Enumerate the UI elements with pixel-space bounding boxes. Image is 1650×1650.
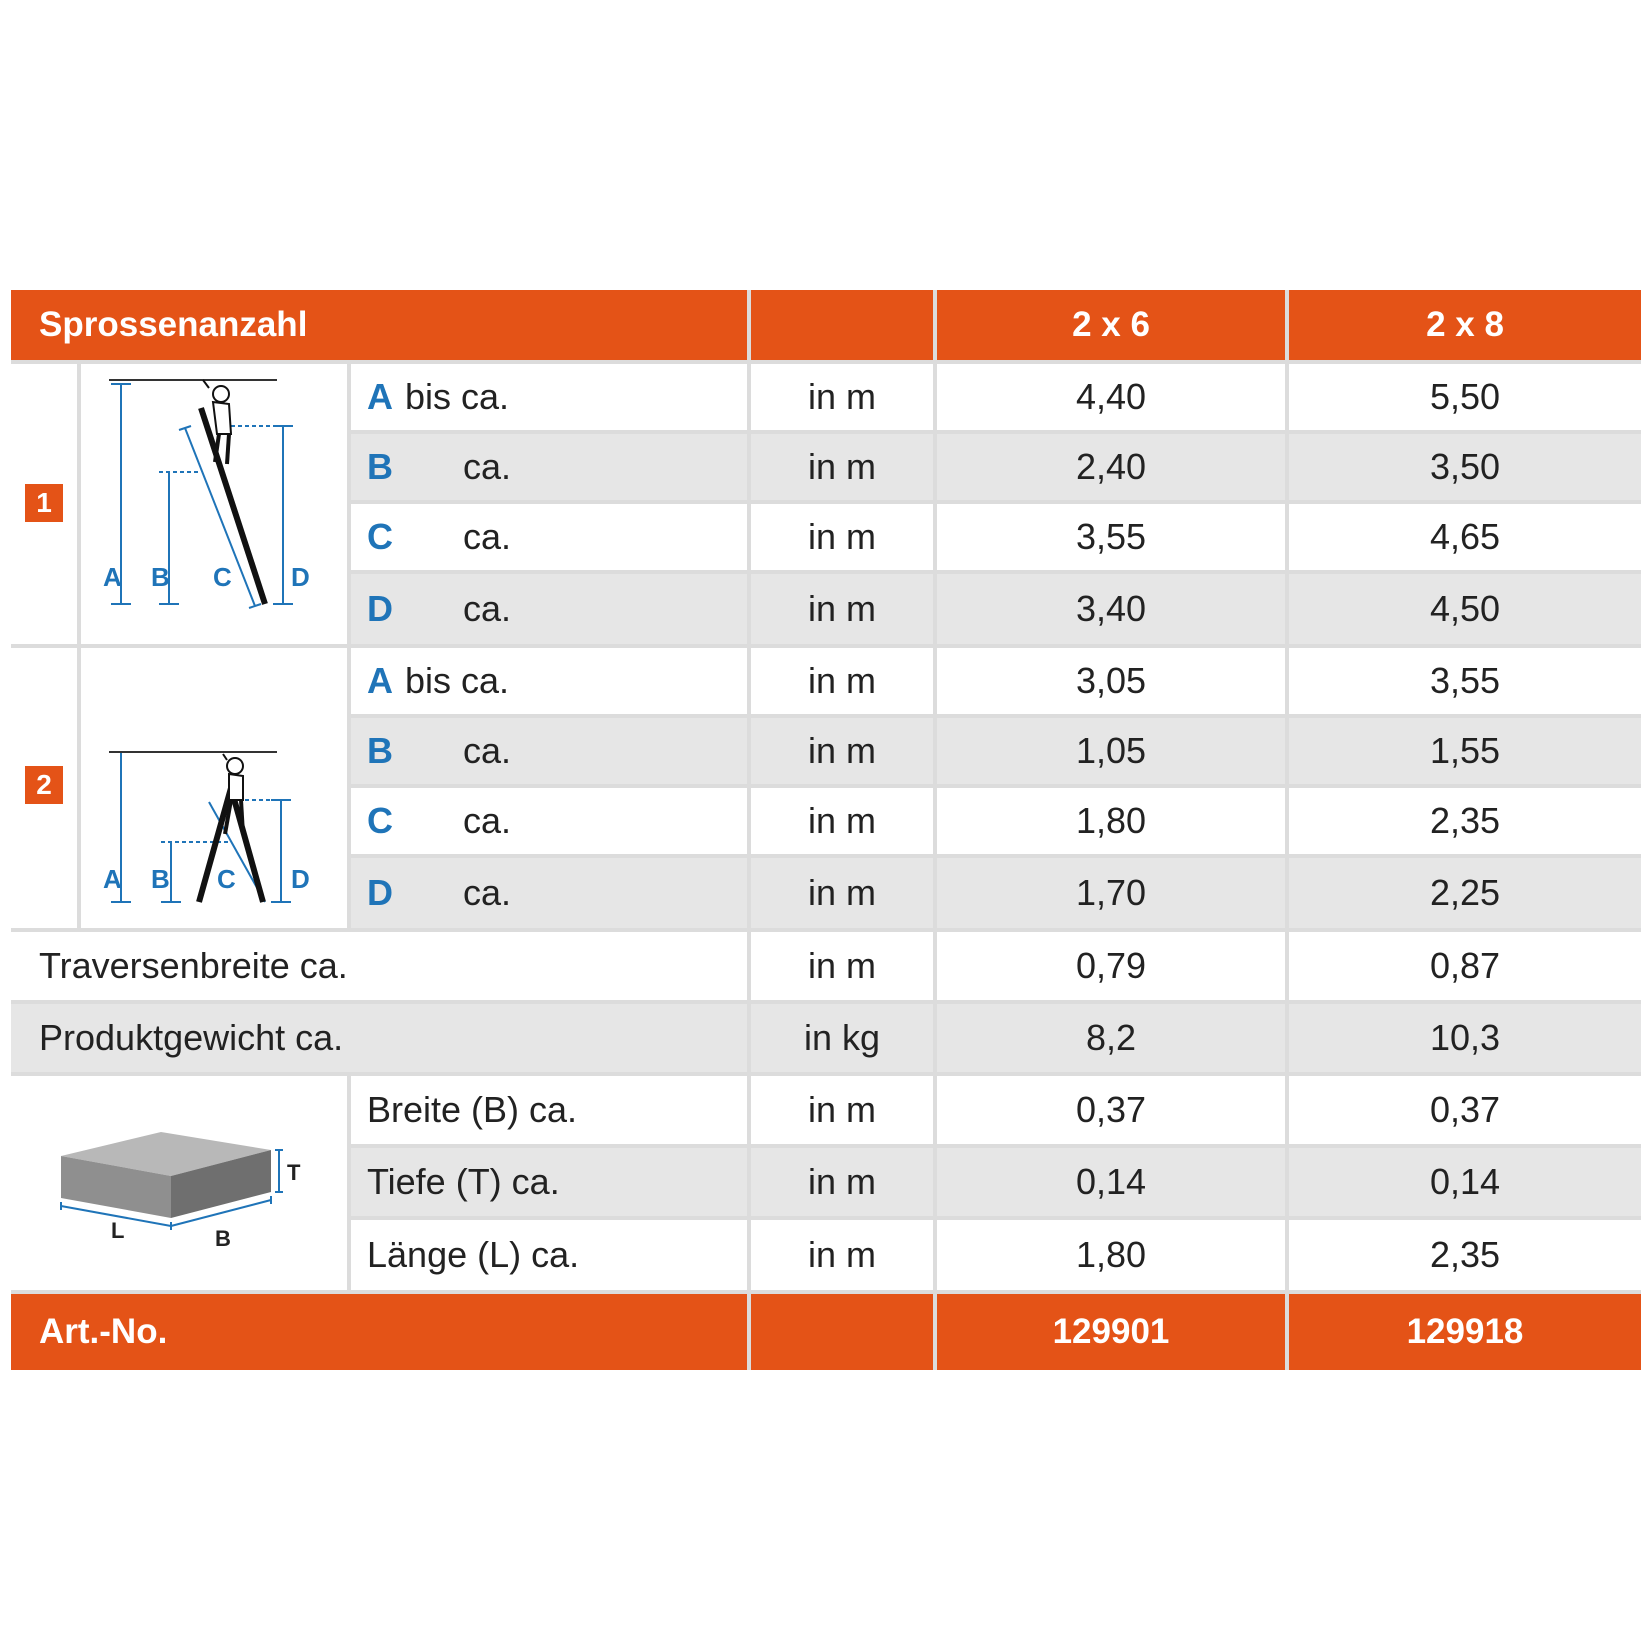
package-label-b: B bbox=[215, 1226, 231, 1251]
table-row-value-2: 5,50 bbox=[1289, 364, 1641, 430]
table-row-label: Länge (L) ca. bbox=[351, 1220, 747, 1290]
table-row-label: B ca. bbox=[351, 434, 747, 500]
header-title: Sprossenanzahl bbox=[11, 290, 747, 360]
table-row-value-1: 0,79 bbox=[937, 932, 1285, 1000]
table-row-unit: in m bbox=[751, 718, 933, 784]
diagram-label-a: A bbox=[103, 864, 122, 894]
section-badge: 1 bbox=[25, 484, 63, 522]
footer-label: Art.-No. bbox=[11, 1294, 747, 1370]
section-2-diagram-cell bbox=[81, 648, 347, 928]
section-1-badge-cell bbox=[11, 364, 77, 644]
table-row-value-1: 0,14 bbox=[937, 1148, 1285, 1216]
produktgewicht-label: Produktgewicht ca. bbox=[11, 1004, 747, 1072]
table-row-value-1: 1,80 bbox=[937, 788, 1285, 854]
diagram-label-a: A bbox=[103, 562, 122, 592]
table-row-value-2: 2,25 bbox=[1289, 858, 1641, 928]
table-row-value-2: 4,65 bbox=[1289, 504, 1641, 570]
article-number-1: 129901 bbox=[937, 1294, 1285, 1370]
table-row-label: Breite (B) ca. bbox=[351, 1076, 747, 1144]
traversenbreite-label: Traversenbreite ca. bbox=[11, 932, 747, 1000]
table-row-unit: in m bbox=[751, 858, 933, 928]
spec-table bbox=[11, 290, 1641, 1370]
article-number-2: 129918 bbox=[1289, 1294, 1641, 1370]
table-row-value-2: 0,14 bbox=[1289, 1148, 1641, 1216]
section-1-diagram-cell bbox=[81, 364, 347, 644]
table-row-value-2: 2,35 bbox=[1289, 788, 1641, 854]
header-col-2: 2 x 8 bbox=[1289, 290, 1641, 360]
package-box-icon bbox=[11, 1076, 347, 1290]
header-unit bbox=[751, 290, 933, 360]
table-row-label: A bis ca. bbox=[351, 364, 747, 430]
diagram-label-c: C bbox=[213, 562, 232, 592]
table-row-label: C ca. bbox=[351, 504, 747, 570]
table-row-value-1: 3,55 bbox=[937, 504, 1285, 570]
table-row-value-2: 4,50 bbox=[1289, 574, 1641, 644]
table-row-value-2: 10,3 bbox=[1289, 1004, 1641, 1072]
table-row-unit: in m bbox=[751, 364, 933, 430]
table-row-label: Tiefe (T) ca. bbox=[351, 1148, 747, 1216]
table-row-value-2: 1,55 bbox=[1289, 718, 1641, 784]
footer-unit bbox=[751, 1294, 933, 1370]
table-row-value-1: 1,05 bbox=[937, 718, 1285, 784]
table-row-value-1: 3,40 bbox=[937, 574, 1285, 644]
table-row-unit: in m bbox=[751, 434, 933, 500]
ladder-lean-diagram bbox=[81, 364, 347, 644]
diagram-label-d: D bbox=[291, 864, 310, 894]
section-2-badge-cell bbox=[11, 648, 77, 928]
table-row-value-2: 2,35 bbox=[1289, 1220, 1641, 1290]
table-row-unit: in kg bbox=[751, 1004, 933, 1072]
package-label-t: T bbox=[287, 1160, 301, 1185]
table-row-label: D ca. bbox=[351, 858, 747, 928]
table-row-unit: in m bbox=[751, 504, 933, 570]
diagram-label-b: B bbox=[151, 562, 170, 592]
table-row-label: C ca. bbox=[351, 788, 747, 854]
package-label-l: L bbox=[111, 1218, 125, 1243]
table-row-unit: in m bbox=[751, 788, 933, 854]
table-row-unit: in m bbox=[751, 648, 933, 714]
table-row-unit: in m bbox=[751, 574, 933, 644]
table-row-value-1: 3,05 bbox=[937, 648, 1285, 714]
table-row-value-2: 3,55 bbox=[1289, 648, 1641, 714]
table-row-value-1: 0,37 bbox=[937, 1076, 1285, 1144]
table-row-value-2: 3,50 bbox=[1289, 434, 1641, 500]
table-row-value-1: 1,80 bbox=[937, 1220, 1285, 1290]
table-row-value-1: 1,70 bbox=[937, 858, 1285, 928]
table-row-value-2: 0,37 bbox=[1289, 1076, 1641, 1144]
table-row-label: A bis ca. bbox=[351, 648, 747, 714]
ladder-standing-diagram bbox=[81, 648, 347, 928]
table-row-label: D ca. bbox=[351, 574, 747, 644]
package-diagram-cell bbox=[11, 1076, 347, 1290]
table-row-value-1: 2,40 bbox=[937, 434, 1285, 500]
table-row-value-2: 0,87 bbox=[1289, 932, 1641, 1000]
section-badge: 2 bbox=[25, 766, 63, 804]
table-row-unit: in m bbox=[751, 1148, 933, 1216]
diagram-label-d: D bbox=[291, 562, 310, 592]
diagram-label-c: C bbox=[217, 864, 236, 894]
table-row-unit: in m bbox=[751, 932, 933, 1000]
table-row-value-1: 4,40 bbox=[937, 364, 1285, 430]
table-row-unit: in m bbox=[751, 1220, 933, 1290]
table-row-unit: in m bbox=[751, 1076, 933, 1144]
table-row-value-1: 8,2 bbox=[937, 1004, 1285, 1072]
table-row-label: B ca. bbox=[351, 718, 747, 784]
header-col-1: 2 x 6 bbox=[937, 290, 1285, 360]
diagram-label-b: B bbox=[151, 864, 170, 894]
